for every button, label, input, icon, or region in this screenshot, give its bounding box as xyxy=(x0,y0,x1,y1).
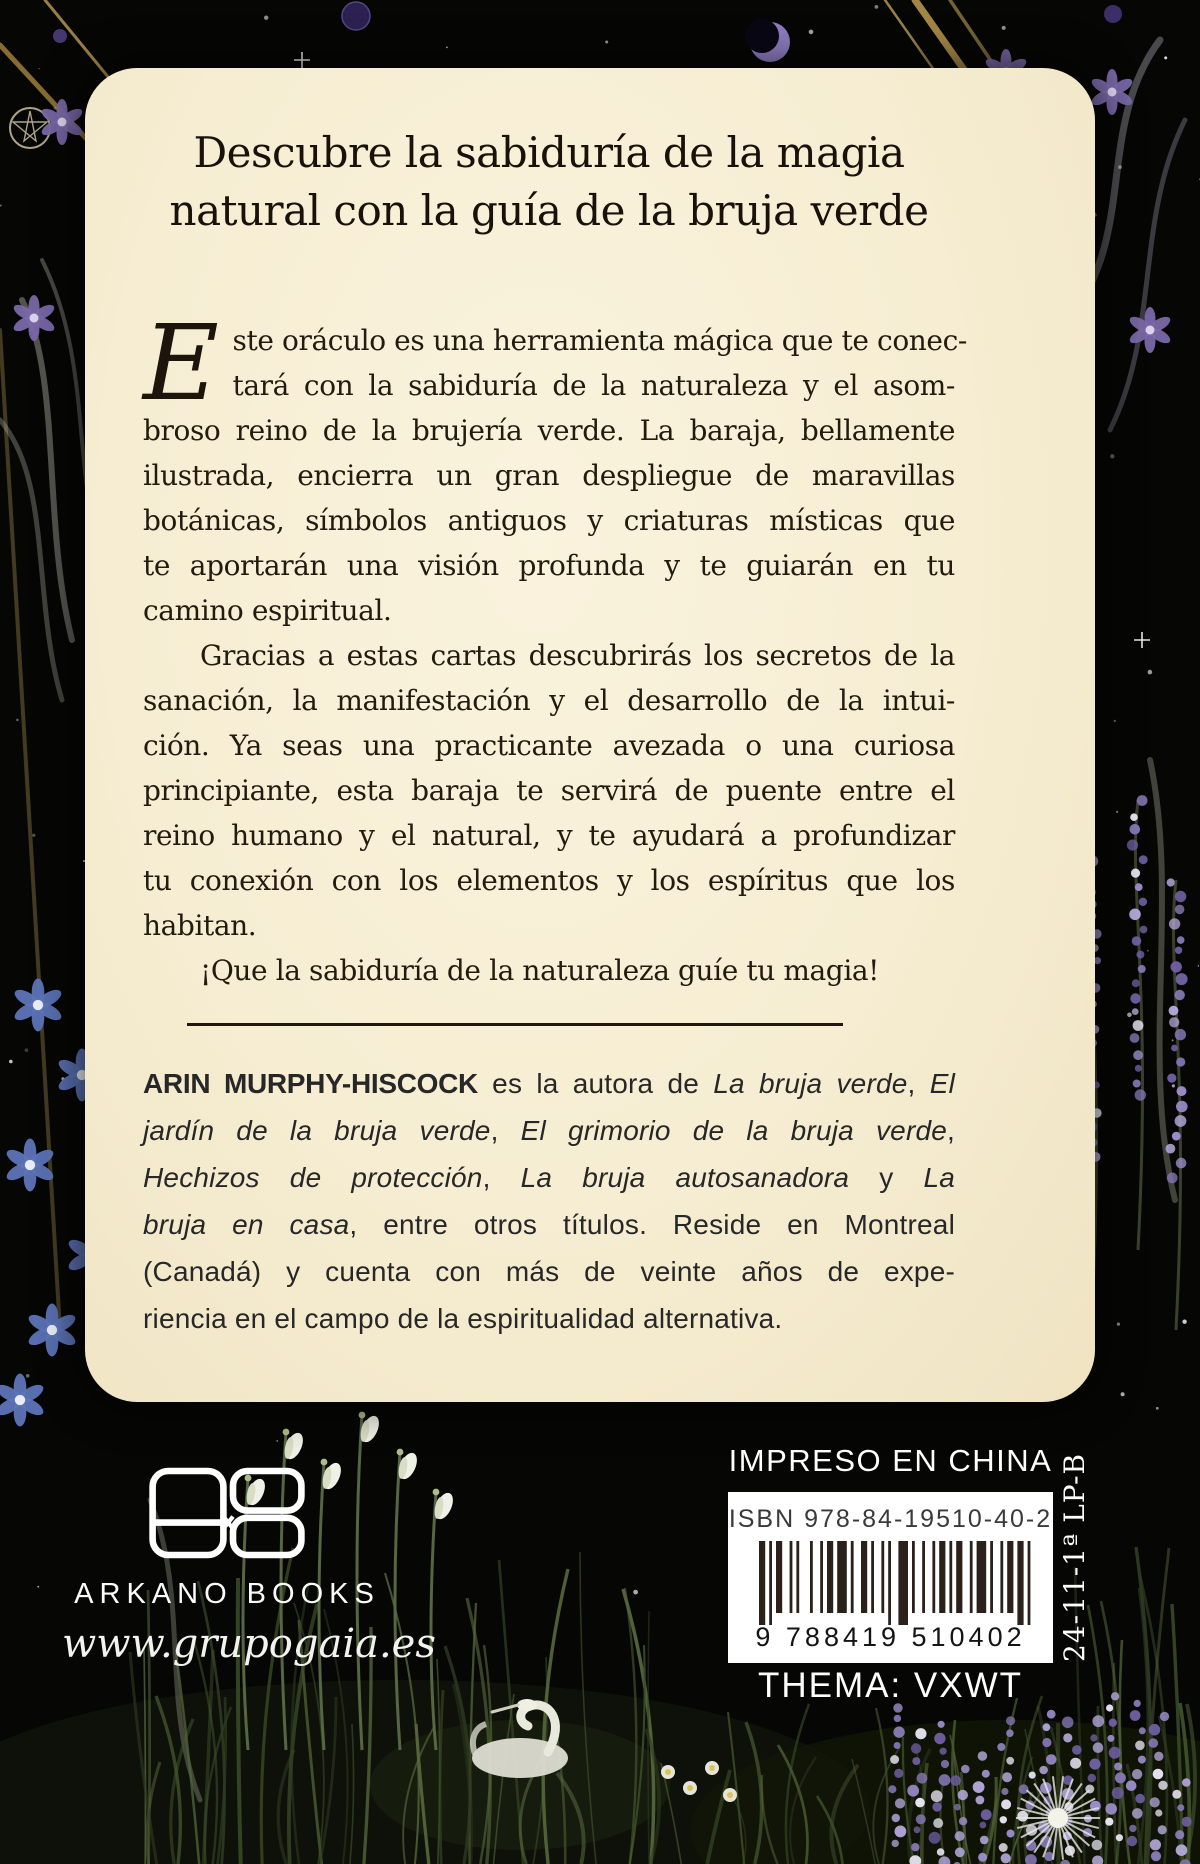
publisher-block xyxy=(62,1462,436,1667)
dropcap-letter: E xyxy=(143,302,219,424)
publisher-name: ARKANO BOOKS xyxy=(74,1578,380,1610)
author-bio: ARIN MURPHY-HISCOCK es la autora de La bruja verde, El jardín de la bruja verde, El grimorio de la bruja verde, Hechizos de protección, La bruja autosanadora y La bruja en casa, entre otros títulos. Reside en Montreal (Canadá) y cuenta con más de veinte años de expe- riencia en el campo de la espiritualidad alternativa. xyxy=(143,1068,956,1334)
isbn-number: ISBN 978-84-19510-40-2 xyxy=(728,1505,1053,1533)
intro-first-lines: ste oráculo es una herramienta mágica que te conec- tará con la sabiduría de la naturaleza y el asom- xyxy=(232,324,967,402)
printed-in-label: IMPRESO EN CHINA xyxy=(728,1443,1053,1478)
description-text-column xyxy=(85,68,967,1342)
description-panel xyxy=(85,68,1095,1402)
isbn-panel xyxy=(728,1492,1053,1663)
publisher-website: www.grupogaia.es xyxy=(62,1621,436,1667)
closing-line: ¡Que la sabiduría de la naturaleza guíe tu magia! xyxy=(200,954,880,987)
intro-paragraph-rest: broso reino de la brujería verde. La baraja, bellamente ilustrada, encierra un gran despliegue de maravillas botánicas, símbolos antiguos y criaturas místicas que te aportarán una visión profunda y te guiarán en tu camino espiritual. xyxy=(143,414,955,627)
barcode-digits: 9 788419 510402 xyxy=(755,1622,1026,1652)
divider-rule xyxy=(187,1023,843,1026)
ean-barcode-icon xyxy=(745,1541,1037,1625)
moon-and-planets xyxy=(53,2,1122,62)
arkano-books-logo-icon xyxy=(143,1462,311,1564)
thema-code: THEMA: VXWT xyxy=(757,1666,1024,1705)
headline: Descubre la sabiduría de la magia natural con la guía de la bruja verde xyxy=(169,128,929,235)
blurb xyxy=(143,302,967,993)
second-paragraph: Gracias a estas cartas descubrirás los secretos de la sanación, la manifestación y el desarrollo de la intui- ción. Ya seas una practicante avezada o una curiosa principiante, esta baraja te servirá de puente entre el reino humano y el natural, y te ayudará a profundizar tu conexión con los elementos y los espíritus que los habitan. xyxy=(143,639,955,942)
edition-code: 24-11-1ª LP-B xyxy=(1058,1452,1091,1662)
intro-paragraph-head xyxy=(143,302,967,424)
